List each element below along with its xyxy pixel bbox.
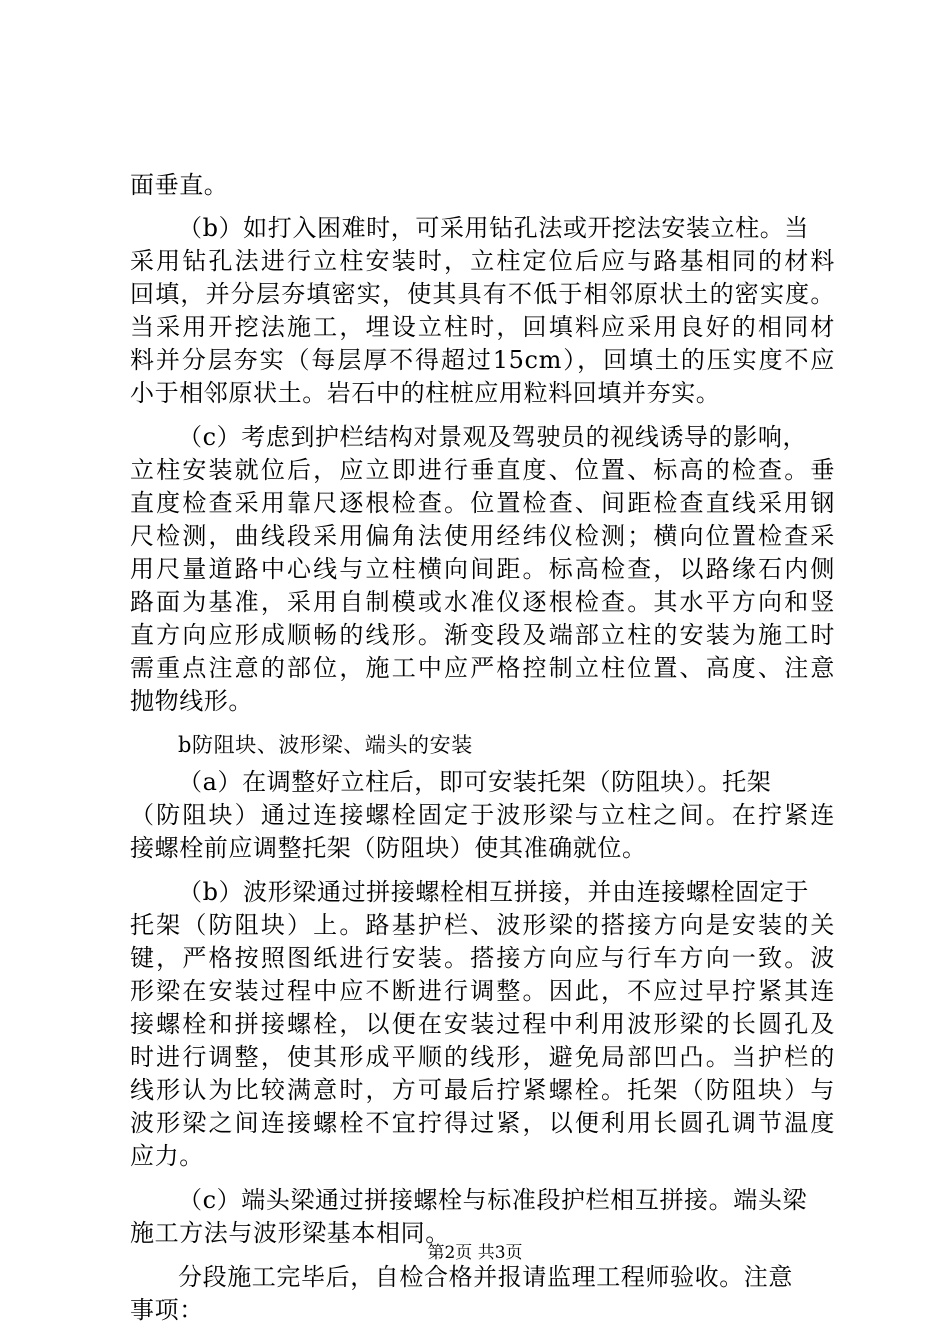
text-line: 采用钻孔法进行立柱安装时，立柱定位后应与路基相同的材料 [130, 247, 835, 275]
text-line: 需重点注意的部位，施工中应严格控制立柱位置、高度、注意 [130, 654, 835, 682]
text-line: （b）如打入困难时，可采用钻孔法或开挖法安装立柱。当 [178, 214, 809, 242]
text-line: 路面为基准，采用自制模或水准仪逐根检查。其水平方向和竖 [130, 588, 835, 616]
text-line: 线形认为比较满意时，方可最后拧紧螺栓。托架（防阻块）与 [130, 1076, 835, 1104]
text-line: 波形梁之间连接螺栓不宜拧得过紧，以便利用长圆孔调节温度 [130, 1109, 835, 1137]
text-line: 分段施工完毕后，自检合格并报请监理工程师验收。注意 [178, 1263, 793, 1291]
text-line: 回填，并分层夯填密实，使其具有不低于相邻原状土的密实度。 [130, 280, 835, 308]
text-line: 立柱安装就位后，应立即进行垂直度、位置、标高的检查。垂 [130, 456, 835, 484]
text-line: （c）考虑到护栏结构对景观及驾驶员的视线诱导的影响， [178, 423, 808, 451]
text-line: （b）波形梁通过拼接螺栓相互拼接，并由连接螺栓固定于 [178, 878, 809, 906]
text-line: 应力。 [130, 1142, 204, 1170]
section-heading: b防阻块、波形梁、端头的安装 [178, 733, 473, 757]
text-line: 当采用开挖法施工，埋设立柱时，回填料应采用良好的相同材 [130, 313, 835, 341]
text-line: 小于相邻原状土。岩石中的柱桩应用粒料回填并夯实。 [130, 379, 721, 407]
text-line: 直方向应形成顺畅的线形。渐变段及端部立柱的安装为施工时 [130, 621, 835, 649]
text-line: 事项： [130, 1296, 204, 1324]
text-line: 用尺量道路中心线与立柱横向间距。标高检查，以路缘石内侧 [130, 555, 835, 583]
text-line: 键，严格按照图纸进行安装。搭接方向应与行车方向一致。波 [130, 944, 835, 972]
text-line: （c）端头梁通过拼接螺栓与标准段护栏相互拼接。端头梁 [178, 1186, 808, 1214]
text-line: 托架（防阻块）上。路基护栏、波形梁的搭接方向是安装的关 [130, 911, 835, 939]
page-number: 第2页 共3页 [427, 1243, 523, 1263]
text-line: 接螺栓和拼接螺栓，以便在安装过程中利用波形梁的长圆孔及 [130, 1010, 835, 1038]
text-line: 抛物线形。 [130, 687, 253, 715]
text-line: 面垂直。 [130, 171, 229, 199]
text-line: 形梁在安装过程中应不断进行调整。因此，不应过早拧紧其连 [130, 977, 835, 1005]
text-line: 直度检查采用靠尺逐根检查。位置检查、间距检查直线采用钢 [130, 489, 835, 517]
text-line: 尺检测，曲线段采用偏角法使用经纬仪检测；横向位置检查采 [130, 522, 835, 550]
text-line: 料并分层夯实（每层厚不得超过15cm），回填土的压实度不应 [130, 346, 835, 374]
text-line: （防阻块）通过连接螺栓固定于波形梁与立柱之间。在拧紧连 [130, 801, 835, 829]
text-line: 时进行调整，使其形成平顺的线形，避免局部凹凸。当护栏的 [130, 1043, 835, 1071]
text-line: （a）在调整好立柱后，即可安装托架（防阻块）。托架 [178, 768, 772, 796]
text-line: 接螺栓前应调整托架（防阻块）使其准确就位。 [130, 834, 647, 862]
text-line: 施工方法与波形梁基本相同。 [130, 1219, 450, 1247]
